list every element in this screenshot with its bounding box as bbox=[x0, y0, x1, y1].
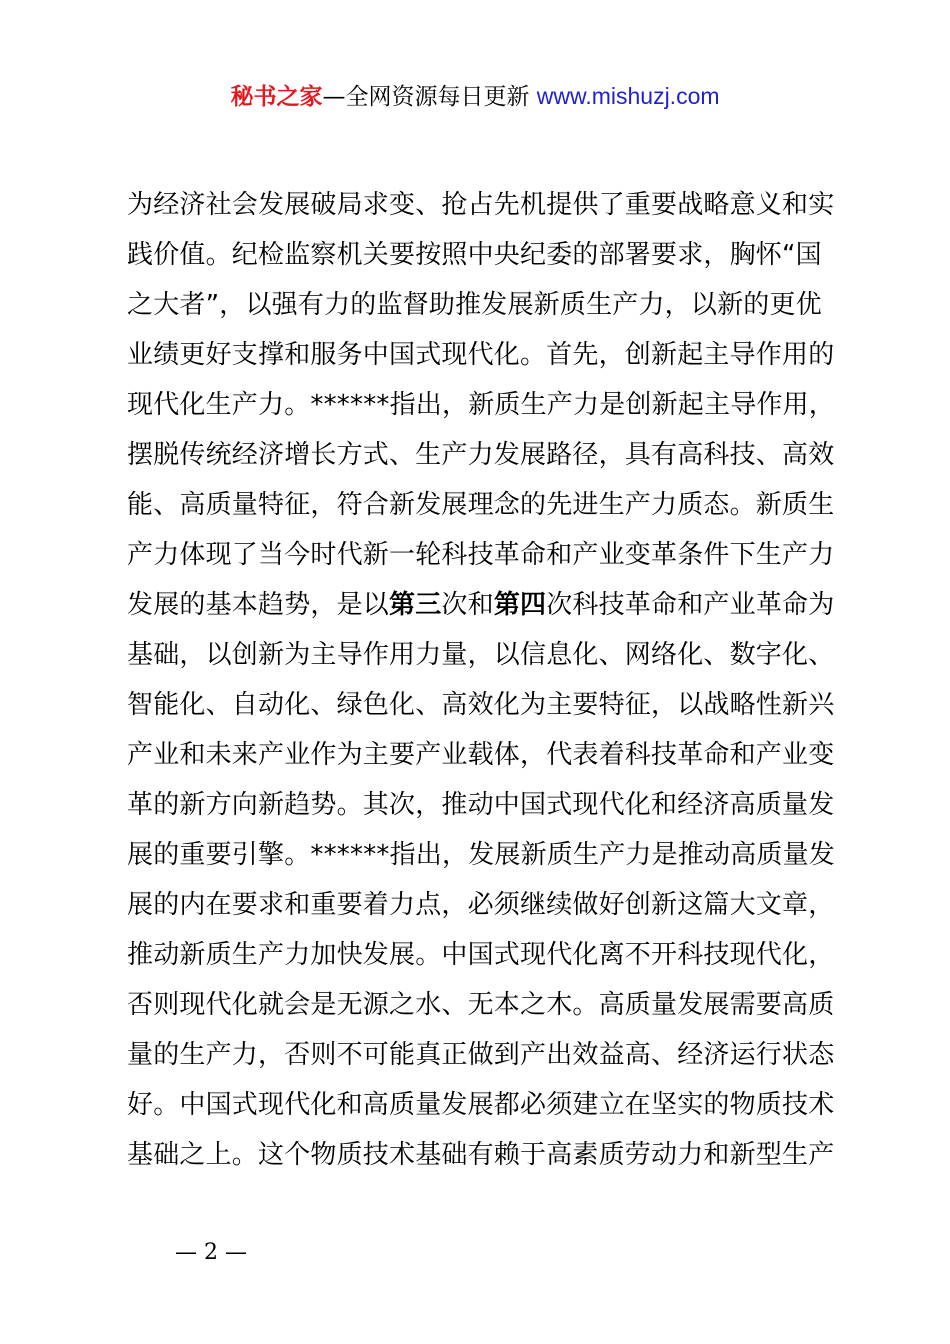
text-span: 发展的基本趋势，是以 bbox=[127, 590, 390, 620]
text-line: 践价值。纪检监察机关要按照中央纪委的部署要求，胸怀“国 bbox=[127, 240, 822, 270]
text-span: 次科技革命和产业革命为 bbox=[546, 590, 835, 620]
text-line: 推动新质生产力加快发展。中国式现代化离不开科技现代化， bbox=[127, 940, 835, 970]
text-span: 次和 bbox=[441, 590, 494, 620]
text-line: 智能化、自动化、绿色化、高效化为主要特征，以战略性新兴 bbox=[127, 690, 835, 720]
text-line: 产力体现了当今时代新一轮科技革命和产业变革条件下生产力 bbox=[127, 540, 835, 570]
text-line: 展的内在要求和重要着力点，必须继续做好创新这篇大文章， bbox=[127, 890, 835, 920]
bold-text-span: 第四 bbox=[493, 590, 547, 620]
text-line: 量的生产力，否则不可能真正做到产出效益高、经济运行状态 bbox=[127, 1040, 835, 1070]
text-line-with-bold bbox=[127, 588, 834, 622]
text-line: 基础，以创新为主导作用力量，以信息化、网络化、数字化、 bbox=[127, 640, 835, 670]
page-header bbox=[0, 80, 950, 113]
text-line: 展的重要引擎。******指出，发展新质生产力是推动高质量发 bbox=[127, 840, 836, 870]
text-line: 能、高质量特征，符合新发展理念的先进生产力质态。新质生 bbox=[127, 490, 835, 520]
bold-text-span: 第三 bbox=[389, 590, 442, 620]
text-line: 好。中国式现代化和高质量发展都必须建立在坚实的物质技术 bbox=[127, 1090, 835, 1120]
text-line: 产业和未来产业作为主要产业载体，代表着科技革命和产业变 bbox=[127, 740, 835, 770]
text-line: 摆脱传统经济增长方式、生产力发展路径，具有高科技、高效 bbox=[127, 440, 835, 470]
text-line: 否则现代化就会是无源之水、无本之木。高质量发展需要高质 bbox=[127, 990, 835, 1020]
text-line: 革的新方向新趋势。其次，推动中国式现代化和经济高质量发 bbox=[127, 790, 835, 820]
text-line: 基础之上。这个物质技术基础有赖于高素质劳动力和新型生产 bbox=[127, 1140, 835, 1170]
brand-name: 秘书之家 bbox=[230, 84, 323, 110]
text-line: 之大者”，以强有力的监督助推发展新质生产力，以新的更优 bbox=[127, 290, 822, 320]
site-url-link[interactable]: www.mishuzj.com bbox=[536, 83, 720, 109]
header-tagline: —全网资源每日更新 bbox=[322, 84, 537, 110]
text-line: 为经济社会发展破局求变、抢占先机提供了重要战略意义和实 bbox=[127, 190, 835, 220]
text-line: 业绩更好支撑和服务中国式现代化。首先，创新起主导作用的 bbox=[127, 340, 835, 370]
text-line: 现代化生产力。******指出，新质生产力是创新起主导作用， bbox=[127, 390, 836, 420]
page-number: — 2 — bbox=[175, 1240, 247, 1265]
